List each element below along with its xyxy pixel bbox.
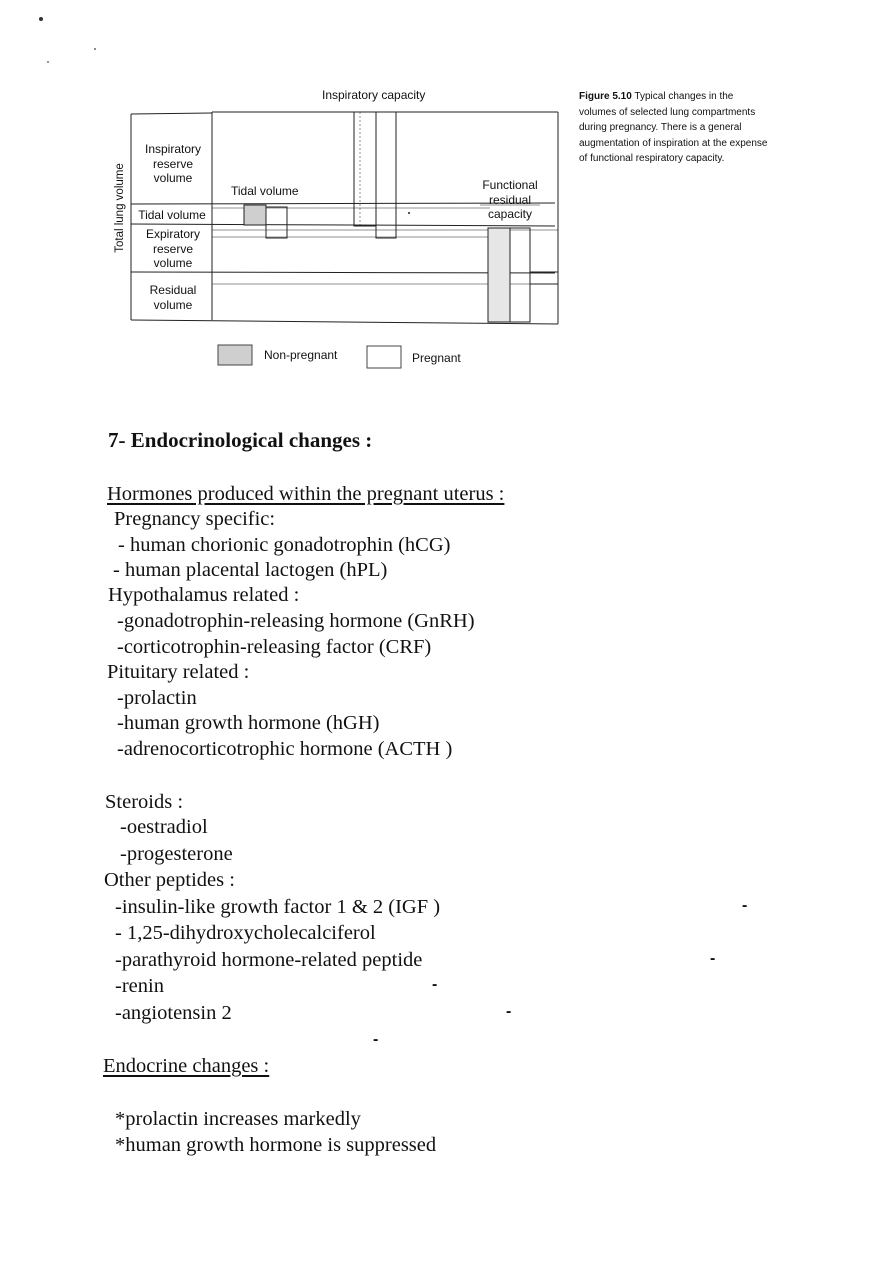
stray-dash: - [710,950,716,967]
list-line: - 1,25-dihydroxycholecalciferol [115,922,376,944]
tidal-bottom-line [131,224,555,226]
change-line: *human growth hormone is suppressed [115,1134,437,1156]
tidal-box-nonpregnant [244,205,266,225]
endocrine-changes-heading: Endocrine changes : [103,1055,270,1077]
list-line: - human placental lactogen (hPL) [113,559,388,581]
list-line: -insulin-like growth factor 1 & 2 (IGF ) [115,896,441,918]
lung-volume-diagram [0,0,893,380]
list-line: Pregnancy specific: [114,508,276,530]
frc-column-nonpregnant [488,228,510,322]
list-line: -human growth hormone (hGH) [117,712,380,734]
ic-column-pregnant [376,112,396,238]
legend-swatch-nonpregnant [218,345,252,365]
list-line: Steroids : [105,791,184,813]
legend-swatch-pregnant [367,346,401,368]
tidal-volume-inner-label: Tidal volume [231,184,299,198]
list-line: - human chorionic gonadotrophin (hCG) [118,534,451,556]
ic-column-nonpregnant [354,112,376,226]
stray-dash: - [373,1031,379,1048]
erv-label: Expiratory reserve volume [145,227,201,270]
list-line: -renin [115,975,164,997]
legend-nonpregnant-label: Non-pregnant [264,348,338,362]
tidal-box-pregnant [266,207,287,238]
frame-top-left-line [131,113,212,114]
figure-caption-text: Typical changes in the volumes of selected lung compartments during pregnancy. There is a general augmentation of inspiration at the expense of functional respiratory capacity. [579,91,768,164]
stray-dash: - [506,1003,512,1020]
list-line: -parathyroid hormone-related peptide [115,949,423,971]
stray-dash: - [742,897,748,914]
frc-column-pregnant [510,228,530,322]
list-line: Hypothalamus related : [108,584,300,606]
change-line: *prolactin increases markedly [115,1108,361,1130]
figure-caption [579,89,769,167]
list-line: -prolactin [117,687,197,709]
stray-dash: - [432,976,438,993]
tidal-volume-left-label: Tidal volume [138,208,206,222]
frc-label: Functional residual capacity [482,178,538,221]
list-line: -adrenocorticotrophic hormone (ACTH ) [117,738,453,760]
list-line: Pituitary related : [107,661,250,683]
list-line: -oestradiol [120,816,208,838]
figure-number: Figure 5.10 [579,91,632,102]
irv-label: Inspiratory reserve volume [144,142,202,185]
legend-pregnant-label: Pregnant [412,351,461,365]
y-axis-label: Total lung volume [114,163,126,253]
list-line: -corticotrophin-releasing factor (CRF) [117,636,432,658]
list-line: Other peptides : [104,869,235,891]
section-heading: 7- Endocrinological changes : [108,428,373,452]
residual-volume-label: Residual volume [149,283,197,312]
list-line: -progesterone [120,843,233,865]
inspiratory-capacity-label: Inspiratory capacity [322,88,426,102]
list-line: -gonadotrophin-releasing hormone (GnRH) [117,610,475,632]
list-line: -angiotensin 2 [115,1002,232,1024]
hormones-subheading: Hormones produced within the pregnant uterus : [107,483,505,505]
